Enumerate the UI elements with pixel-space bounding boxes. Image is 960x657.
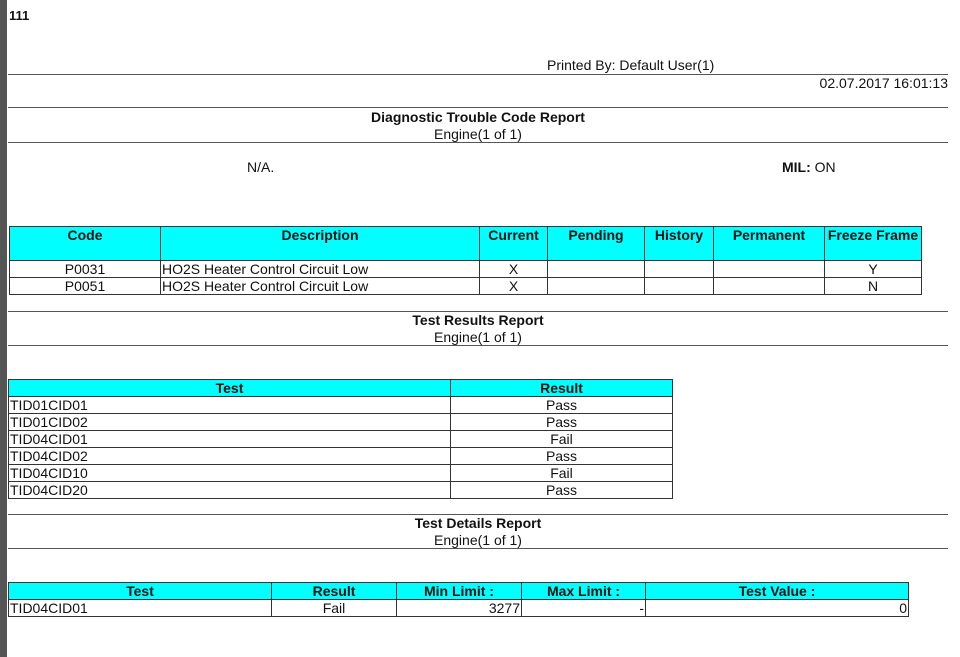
column-header: Code <box>10 227 161 261</box>
column-header: Max Limit : <box>522 583 646 600</box>
table-row <box>9 431 673 448</box>
test-result: Pass <box>451 414 673 431</box>
report-datetime: 02.07.2017 16:01:13 <box>819 75 948 91</box>
column-header: Test Value : <box>646 583 909 600</box>
test-details-heading <box>8 515 948 549</box>
test-results-subtitle: Engine(1 of 1) <box>434 329 522 345</box>
test-result: Fail <box>451 431 673 448</box>
test-result: Fail <box>451 465 673 482</box>
test-results-title: Test Results Report <box>412 312 544 328</box>
test-result: Fail <box>272 600 397 617</box>
divider <box>8 142 948 143</box>
column-header: Description <box>161 227 480 261</box>
divider <box>8 74 948 75</box>
min-limit: 3277 <box>397 600 522 617</box>
dtc-report-heading <box>8 109 948 143</box>
divider <box>8 107 948 108</box>
dtc-table-header <box>10 227 922 261</box>
column-header: Test <box>9 380 451 397</box>
test-id: TID04CID01 <box>9 600 272 617</box>
table-row <box>9 397 673 414</box>
page-id: 111 <box>9 8 30 23</box>
column-header: Permanent <box>714 227 825 261</box>
test-id: TID04CID02 <box>9 448 451 465</box>
dtc-pending <box>548 278 645 295</box>
test-id: TID04CID10 <box>9 465 451 482</box>
test-value: 0 <box>646 600 909 617</box>
divider <box>8 345 948 346</box>
column-header: Freeze Frame <box>825 227 922 261</box>
test-id: TID01CID02 <box>9 414 451 431</box>
dtc-history <box>645 261 714 278</box>
dtc-permanent <box>714 261 825 278</box>
dtc-current: X <box>480 261 548 278</box>
test-results-heading <box>8 312 948 346</box>
dtc-code: P0051 <box>10 278 161 295</box>
test-id: TID04CID20 <box>9 482 451 499</box>
test-results-table <box>8 379 673 499</box>
test-details-table <box>8 582 909 617</box>
mil-label: MIL: <box>782 159 811 175</box>
printed-by: Printed By: Default User(1) <box>547 57 715 73</box>
test-results-header <box>9 380 673 397</box>
table-row <box>10 278 922 295</box>
column-header: Test <box>9 583 272 600</box>
column-header: Current <box>480 227 548 261</box>
table-row <box>9 414 673 431</box>
mil-value: ON <box>814 159 836 175</box>
column-header: Result <box>272 583 397 600</box>
column-header: Result <box>451 380 673 397</box>
test-id: TID01CID01 <box>9 397 451 414</box>
test-id: TID04CID01 <box>9 431 451 448</box>
dtc-history <box>645 278 714 295</box>
left-margin-bar <box>0 0 7 657</box>
dtc-report-subtitle: Engine(1 of 1) <box>434 126 522 142</box>
dtc-description: HO2S Heater Control Circuit Low <box>161 261 480 278</box>
test-result: Pass <box>451 448 673 465</box>
dtc-report-title: Diagnostic Trouble Code Report <box>371 109 585 125</box>
test-result: Pass <box>451 397 673 414</box>
test-details-subtitle: Engine(1 of 1) <box>434 532 522 548</box>
test-result: Pass <box>451 482 673 499</box>
column-header: History <box>645 227 714 261</box>
test-details-title: Test Details Report <box>414 515 542 531</box>
column-header: Min Limit : <box>397 583 522 600</box>
dtc-pending <box>548 261 645 278</box>
dtc-description: HO2S Heater Control Circuit Low <box>161 278 480 295</box>
mil-status <box>782 159 836 175</box>
column-header: Pending <box>548 227 645 261</box>
divider <box>8 548 948 549</box>
dtc-permanent <box>714 278 825 295</box>
dtc-code: P0031 <box>10 261 161 278</box>
dtc-status-text: N/A. <box>247 159 275 175</box>
table-row <box>9 465 673 482</box>
dtc-table <box>9 226 922 295</box>
test-details-header <box>9 583 909 600</box>
dtc-current: X <box>480 278 548 295</box>
table-row <box>9 600 909 617</box>
max-limit: - <box>522 600 646 617</box>
table-row <box>10 261 922 278</box>
dtc-freeze-frame: Y <box>825 261 922 278</box>
table-row <box>9 448 673 465</box>
table-row <box>9 482 673 499</box>
dtc-freeze-frame: N <box>825 278 922 295</box>
